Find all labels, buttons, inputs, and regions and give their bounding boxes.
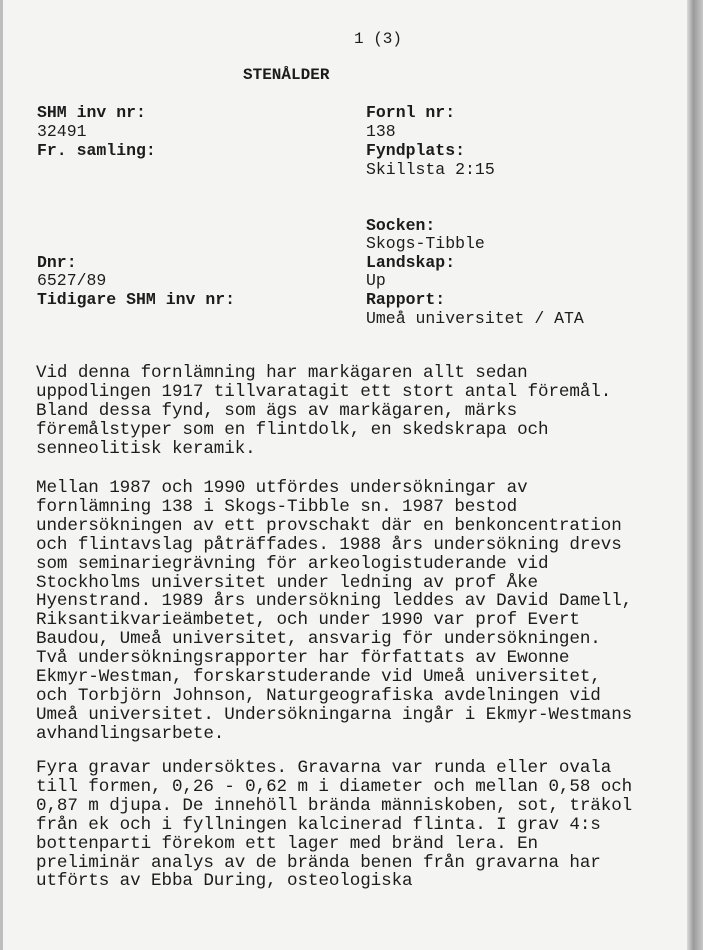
fr-samling-label: Fr. samling: xyxy=(37,141,156,160)
socken-value: Skogs-Tibble xyxy=(366,234,485,253)
rapport-label: Rapport: xyxy=(366,290,446,309)
landskap-value: Up xyxy=(366,271,386,290)
document-heading: STENÅLDER xyxy=(243,66,330,84)
socken-label: Socken: xyxy=(366,216,436,235)
shm-inv-nr-label: SHM inv nr: xyxy=(37,103,146,122)
shm-inv-nr-value: 32491 xyxy=(37,122,87,141)
fyndplats-value: Skillsta 2:15 xyxy=(366,160,495,179)
fyndplats-label: Fyndplats: xyxy=(366,141,466,160)
fornl-nr-value: 138 xyxy=(366,122,396,141)
paragraph-graves: Fyra gravar undersöktes. Gravarna var runda eller ovala till formen, 0,26 - 0,62 m i diameter och mellan 0,58 och 0,87 m djupa. De innehöll brända människoben, sot, träkol från ek och i fyllningen kalcinerad flinta. I grav 4:s bottenparti förekom ett lager med bränd lera. En preliminär analys av de brända benen från gravarna har utförts av Ebba During, osteologiska xyxy=(36,758,633,892)
rapport-value: Umeå universitet / ATA xyxy=(366,309,584,328)
landskap-label: Landskap: xyxy=(366,253,456,272)
dnr-value: 6527/89 xyxy=(37,271,107,290)
dnr-label: Dnr: xyxy=(37,253,77,272)
page-number: 1 (3) xyxy=(354,30,403,48)
paragraph-intro: Vid denna fornlämning har markägaren allt sedan uppodlingen 1917 tillvaratagit ett stort antal föremål. Bland dessa fynd, som ägs av markägaren, märks föremålstyper som en flintdolk, en skedskrapa och senneolitisk keramik. xyxy=(36,363,612,459)
fornl-nr-label: Fornl nr: xyxy=(366,103,456,122)
scan-edge-left xyxy=(0,0,3,950)
paragraph-excavations: Mellan 1987 och 1990 utfördes undersökningar av fornlämning 138 i Skogs-Tibble sn. 1987 bestod undersökningen av ett provschakt där en benkoncentration och flintavslag påträffades. 1988 års undersökning drevs som seminariegrävning för arkeologistuderande vid Stockholms universitet under ledning av prof Åke Hyenstrand. 1989 års undersökning leddes av David Damell, Riksantikvarieämbetet, och under 1990 var prof Evert Baudou, Umeå universitet, ansvarig för undersökningen. Två undersökningsrapporter har författats av Ewonne Ekmyr-Westman, forskarstuderande vid Umeå universitet, och Torbjörn Johnson, Naturgeografiska avdelningen vid Umeå universitet. Undersökningarna ingår i Ekmyr-Westmans avhandlingsarbete. xyxy=(36,478,633,744)
tidigare-shm-inv-nr-label: Tidigare SHM inv nr: xyxy=(37,290,236,309)
